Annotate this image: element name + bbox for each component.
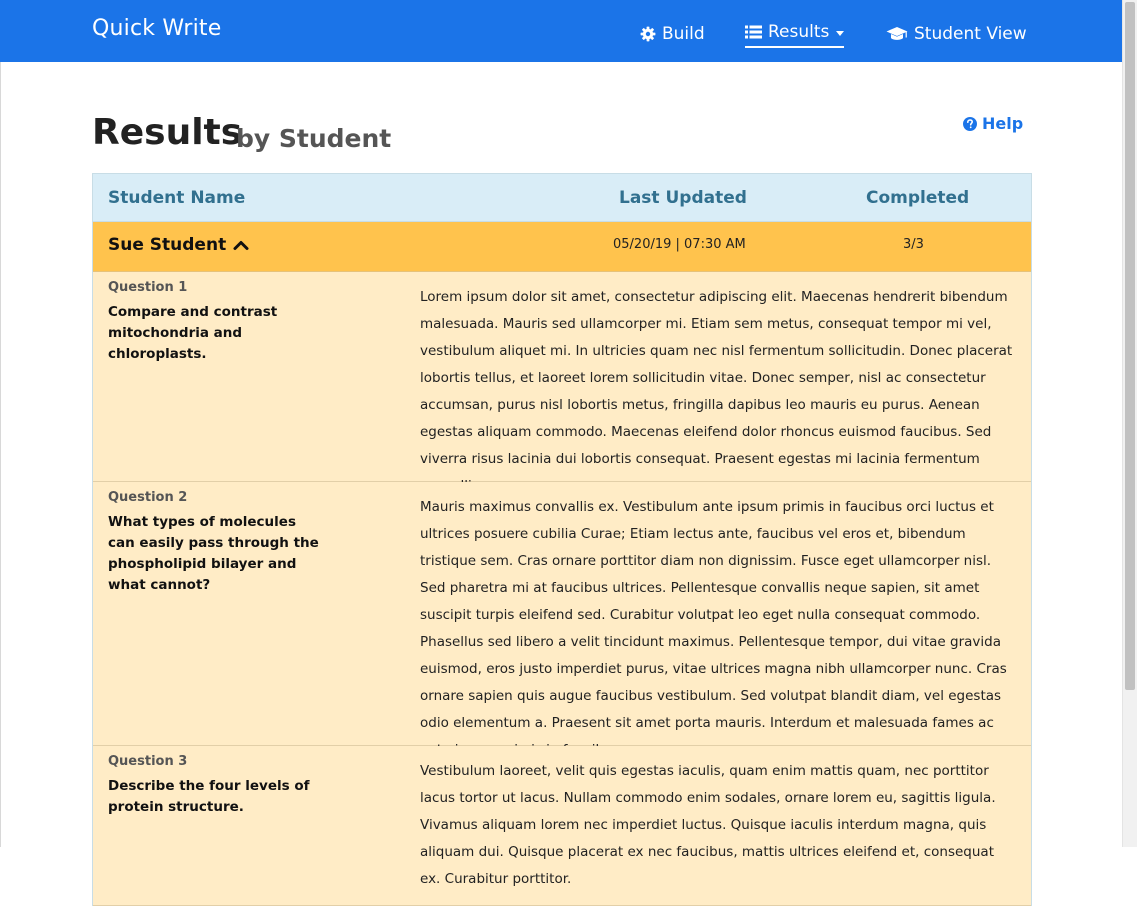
student-answer: Mauris maximus convallis ex. Vestibulum ante ipsum primis in faucibus orci luctus et ultrices posuere cubilia Curae; Etiam lectus ante, faucibus vel eros et, bibendum tristique sem. Cras ornare porttitor diam non dignissim. Fusce eget ullamcorper nisl. Sed pharetra mi at faucibus ultrices. Pellentesque convallis neque sapien, sit amet suscipit turpis eleifend sed. Curabitur volutpat leo eget nulla consequat commodo. Phasellus sed libero a velit tincidunt maximus. Pellentesque tempor, dui vitae gravida euismod, eros justo imperdiet purus, vitae ultrices magna nibh ullamcorper nunc. Cras ornare sapien quis augue faucibus vestibulum. Sed volutpat blandit diam, vel egestas odio elementum a. Praesent sit amet porta mauris. Interdum et malesuada fames ac <box>420 499 1007 731</box>
question-label: Question 1 <box>108 280 188 295</box>
question-row-3 <box>93 746 1031 906</box>
student-last-updated: 05/20/19 | 07:30 AM <box>613 237 746 252</box>
question-circle-icon <box>963 117 977 131</box>
question-text: Describe the four levels of protein structure. <box>108 778 310 815</box>
nav-student-view[interactable] <box>886 20 1027 48</box>
question-row-2 <box>93 482 1031 746</box>
help-link[interactable] <box>963 114 1023 133</box>
question-label: Question 3 <box>108 754 188 769</box>
vertical-scrollbar[interactable] <box>1122 0 1137 847</box>
top-navbar <box>0 0 1122 62</box>
graduation-cap-icon <box>886 26 908 42</box>
student-answer: Lorem ipsum dolor sit amet, consectetur adipiscing elit. Maecenas hendrerit bibendum malesuada. Mauris sed ullamcorper mi. Etiam sem metus, consequat tempor mi vel, vestibulum aliquet mi. In ultricies quam nec nisl fermentum sollicitudin. Donec placerat lobortis tellus, et laoreet lorem sollicitudin vitae. Donec semper, nisl ac consectetur accumsan, purus nisl lobortis metus, fringilla dapibus leo mauris eu purus. Aenean egestas aliquam commodo. Maecenas eleifend dolor rhoncus euismod faucibus. Sed viverra risus lacinia dui lobortis consequat. Praesent egestas mi lacinia fermentum <box>420 289 1013 467</box>
caret-down-icon <box>836 31 844 36</box>
chevron-up-icon[interactable] <box>233 239 249 251</box>
nav-build[interactable] <box>640 20 705 48</box>
table-header <box>93 174 1031 222</box>
gear-icon <box>640 26 656 42</box>
results-table <box>92 173 1032 906</box>
column-last-updated[interactable]: Last Updated <box>619 188 747 208</box>
question-row-1 <box>93 272 1031 482</box>
student-row[interactable] <box>93 222 1031 272</box>
nav-student-view-label: Student View <box>914 24 1027 44</box>
student-completed: 3/3 <box>903 237 924 252</box>
nav-results-dropdown[interactable] <box>745 20 844 48</box>
scrollbar-thumb[interactable] <box>1125 2 1135 690</box>
student-name-label: Sue Student <box>108 235 227 255</box>
question-label: Question 2 <box>108 490 188 505</box>
column-student-name[interactable]: Student Name <box>108 188 246 208</box>
column-completed[interactable]: Completed <box>866 188 970 208</box>
page-subtitle: by Student <box>236 124 392 153</box>
list-icon <box>745 25 762 39</box>
app-brand[interactable]: Quick Write <box>92 16 222 41</box>
help-label: Help <box>982 114 1024 133</box>
page-title: Results <box>92 112 243 153</box>
question-text: What types of molecules can easily pass through the phospholipid bilayer and what cannot? <box>108 514 319 593</box>
page-border <box>0 62 1 847</box>
nav-results-label: Results <box>768 22 830 42</box>
student-answer: Vestibulum laoreet, velit quis egestas iaculis, quam enim mattis quam, nec porttitor lacus tortor ut lacus. Nullam commodo enim sodales, ornare lorem eu, sagittis ligula. Vivamus aliquam lorem nec imperdiet luctus. Quisque iaculis interdum magna, quis aliquam dui. Quisque placerat ex nec faucibus, mattis ultrices eleifend et, consequat ex. Curabitur porttitor. <box>420 763 996 887</box>
nav-build-label: Build <box>662 24 705 44</box>
student-name[interactable] <box>108 235 249 255</box>
question-text: Compare and contrast mitochondria and chloroplasts. <box>108 304 278 362</box>
